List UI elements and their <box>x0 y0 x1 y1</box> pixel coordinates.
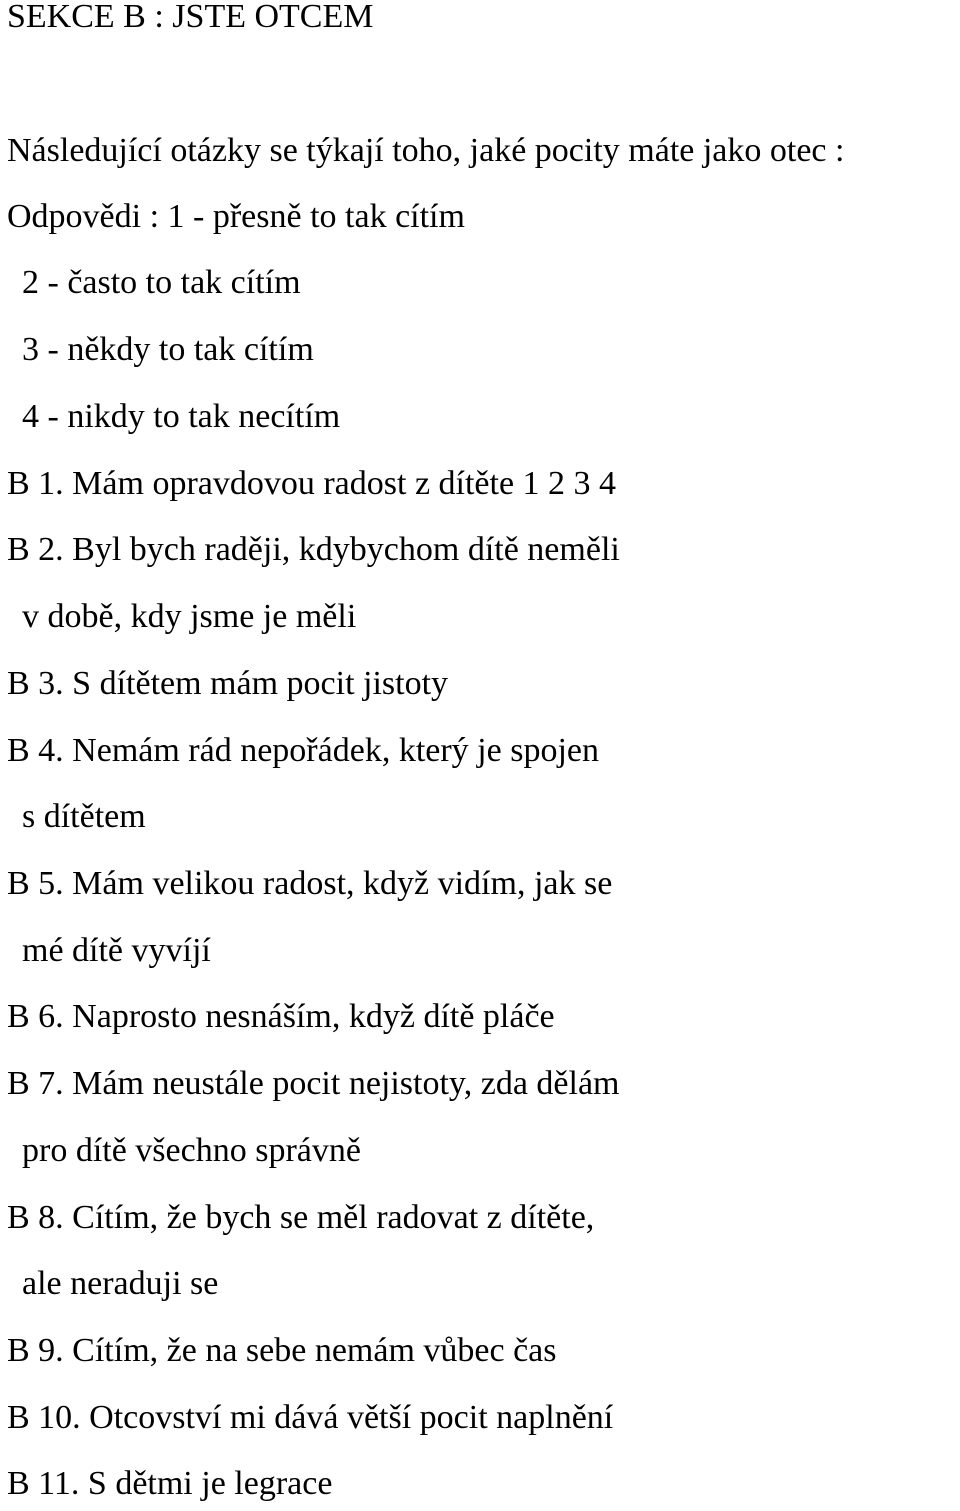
question-b8-continuation: ale neraduji se <box>22 1265 219 1302</box>
question-b4: B 4. Nemám rád nepořádek, který je spojen <box>7 732 599 769</box>
question-b2-continuation: v době, kdy jsme je měli <box>22 598 357 635</box>
question-b1: B 1. Mám opravdovou radost z dítěte 1 2 3 4 <box>7 465 617 502</box>
question-b2: B 2. Byl bych raději, kdybychom dítě neměli <box>7 531 620 568</box>
question-b4-continuation: s dítětem <box>22 798 146 835</box>
answer-scale-4: 4 - nikdy to tak necítím <box>22 398 341 435</box>
question-b7: B 7. Mám neustále pocit nejistoty, zda dělám <box>7 1065 620 1102</box>
question-b7-continuation: pro dítě všechno správně <box>22 1132 361 1169</box>
intro-text: Následující otázky se týkají toho, jaké pocity máte jako otec : <box>7 132 845 169</box>
question-b9: B 9. Cítím, že na sebe nemám vůbec čas <box>7 1332 557 1369</box>
question-b3: B 3. S dítětem mám pocit jistoty <box>7 665 449 702</box>
question-b5: B 5. Mám velikou radost, když vidím, jak se <box>7 865 613 902</box>
question-b10: B 10. Otcovství mi dává větší pocit naplnění <box>7 1399 614 1436</box>
answer-scale-1: Odpovědi : 1 - přesně to tak cítím <box>7 198 465 235</box>
answer-scale-2: 2 - často to tak cítím <box>22 264 301 301</box>
question-b5-continuation: mé dítě vyvíjí <box>22 932 211 969</box>
question-b6: B 6. Naprosto nesnáším, když dítě pláče <box>7 998 555 1035</box>
question-b8: B 8. Cítím, že bych se měl radovat z dítěte, <box>7 1199 595 1236</box>
question-b11: B 11. S dětmi je legrace <box>7 1465 333 1502</box>
section-heading: SEKCE B : JSTE OTCEM <box>7 0 374 35</box>
answer-scale-3: 3 - někdy to tak cítím <box>22 331 314 368</box>
